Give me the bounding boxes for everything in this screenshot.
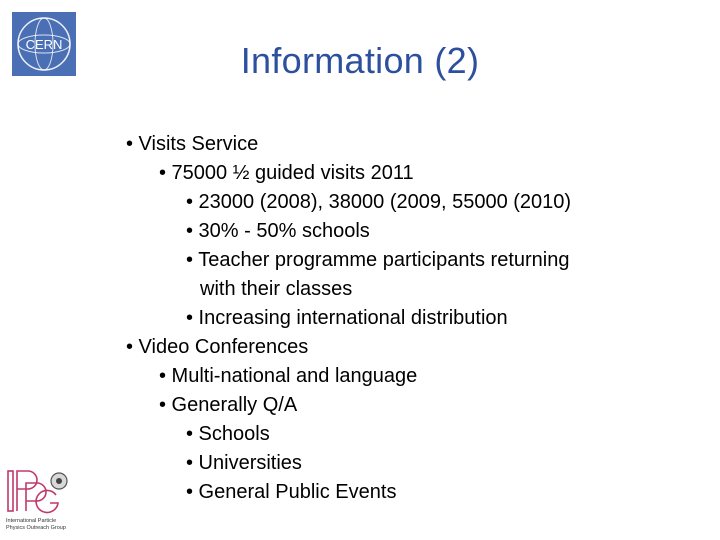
bullet-multinational: • Multi-national and language: [159, 365, 418, 387]
slide-title: Information (2): [240, 40, 480, 81]
bullet-video-conferences: • Video Conferences: [126, 336, 309, 358]
bullet-teacher-programme-cont: with their classes: [200, 278, 353, 300]
ippog-caption-line1: International Particle: [6, 518, 57, 524]
bullet-schools: • Schools: [186, 423, 270, 445]
bullet-schools-percent: • 30% - 50% schools: [186, 220, 370, 242]
bullet-general-public: • General Public Events: [186, 481, 397, 503]
bullet-guided-visits: • 75000 ½ guided visits 2011: [159, 162, 414, 184]
bullet-list: [126, 130, 686, 507]
ippog-caption-line2: Physics Outreach Group: [6, 525, 66, 531]
bullet-generally-qa: • Generally Q/A: [159, 394, 298, 416]
ippog-logo-icon: [4, 465, 72, 535]
bullet-visit-counts: • 23000 (2008), 38000 (2009, 55000 (2010): [186, 191, 572, 213]
cern-logo-text: CERN: [25, 37, 63, 52]
bullet-teacher-programme: • Teacher programme participants returning: [186, 249, 570, 271]
ippog-logo: [4, 465, 72, 535]
bullet-visits-service: • Visits Service: [126, 133, 259, 155]
bullet-international-distribution: • Increasing international distribution: [186, 307, 508, 329]
bullet-universities: • Universities: [186, 452, 302, 474]
